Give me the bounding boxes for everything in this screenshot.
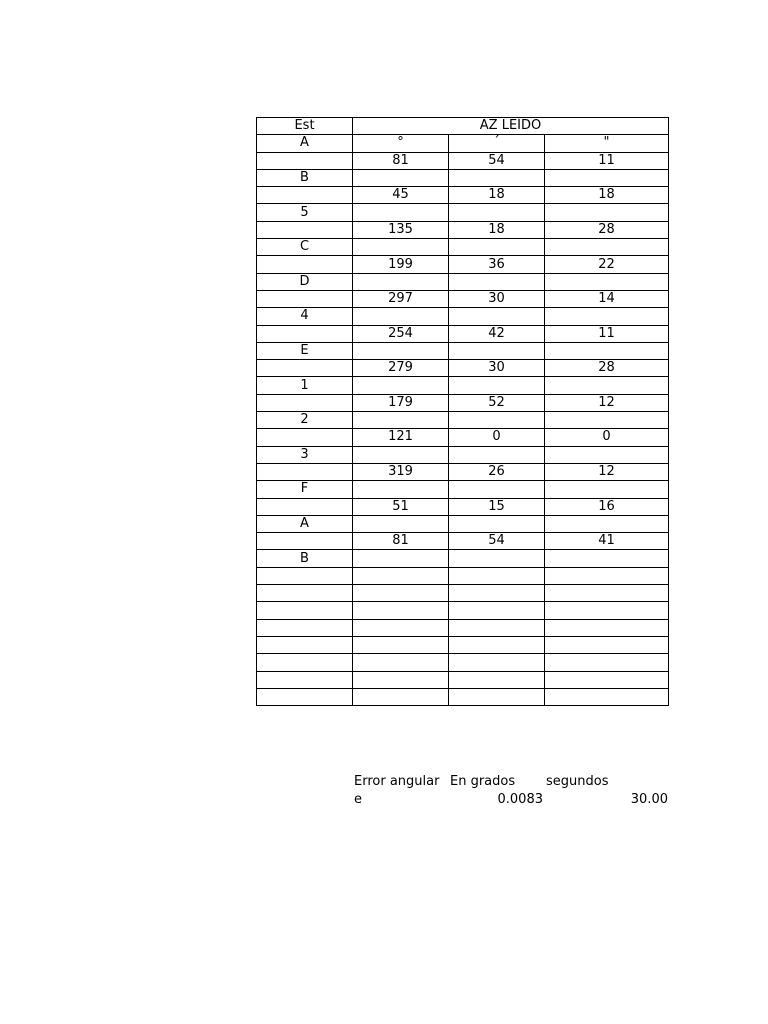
table-cell-est: 3 (257, 446, 353, 463)
table-cell-degrees: 199 (353, 256, 449, 273)
table-cell-est (257, 429, 353, 446)
unit-seconds: " (545, 135, 669, 152)
table-cell-degrees (353, 688, 449, 705)
table-cell-seconds (545, 636, 669, 653)
table-cell-seconds: 18 (545, 187, 669, 204)
table-cell-degrees: 254 (353, 325, 449, 342)
table-cell-seconds: 12 (545, 463, 669, 480)
table-cell-est: B (257, 169, 353, 186)
table-cell-est (257, 256, 353, 273)
table-row (257, 654, 669, 671)
table-cell-seconds: 22 (545, 256, 669, 273)
table-cell-seconds (545, 342, 669, 359)
table-cell-seconds: 14 (545, 290, 669, 307)
table-cell-degrees: 179 (353, 394, 449, 411)
table-cell-minutes: 15 (449, 498, 545, 515)
table-cell-est (257, 567, 353, 584)
table-cell-seconds: 16 (545, 498, 669, 515)
table-row (257, 429, 669, 446)
table-cell-est (257, 654, 353, 671)
table-cell-minutes (449, 585, 545, 602)
table-cell-seconds: 28 (545, 360, 669, 377)
table-cell-degrees (353, 273, 449, 290)
table-row (257, 567, 669, 584)
table-cell-seconds (545, 412, 669, 429)
en-grados-value: 0.0083 (497, 792, 543, 807)
table-cell-est: 1 (257, 377, 353, 394)
table-cell-minutes (449, 342, 545, 359)
unit-minutes: ´ (449, 135, 545, 152)
table-cell-seconds (545, 567, 669, 584)
table-cell-est: A (257, 515, 353, 532)
table-cell-minutes (449, 308, 545, 325)
table-cell-est: 5 (257, 204, 353, 221)
table-cell-degrees (353, 308, 449, 325)
table-cell-degrees (353, 585, 449, 602)
table-cell-seconds (545, 515, 669, 532)
table-row (257, 239, 669, 256)
table-cell-est: 4 (257, 308, 353, 325)
table-cell-minutes: 36 (449, 256, 545, 273)
summary-label-row (352, 774, 670, 792)
table-cell-est (257, 671, 353, 688)
table-row (257, 636, 669, 653)
table-row (257, 187, 669, 204)
table-row (257, 463, 669, 480)
table-cell-seconds (545, 308, 669, 325)
error-angular-label: Error angular (354, 774, 440, 789)
table-cell-minutes (449, 169, 545, 186)
table-cell-est (257, 325, 353, 342)
table-cell-degrees (353, 239, 449, 256)
table-cell-degrees (353, 619, 449, 636)
table-cell-seconds (545, 239, 669, 256)
table-cell-degrees: 81 (353, 152, 449, 169)
table-cell-minutes: 52 (449, 394, 545, 411)
angular-error-summary (352, 774, 670, 810)
table-cell-est (257, 602, 353, 619)
table-cell-minutes (449, 636, 545, 653)
table-cell-est (257, 290, 353, 307)
table-cell-seconds (545, 671, 669, 688)
table-row (257, 152, 669, 169)
table-cell-minutes (449, 567, 545, 584)
table-cell-seconds (545, 204, 669, 221)
table-cell-degrees (353, 342, 449, 359)
table-row (257, 221, 669, 238)
table-cell-seconds (545, 585, 669, 602)
header-est: Est (257, 118, 353, 135)
table-cell-degrees (353, 515, 449, 532)
table-row (257, 446, 669, 463)
table-row (257, 394, 669, 411)
table-cell-degrees: 319 (353, 463, 449, 480)
table-row (257, 412, 669, 429)
table-cell-est (257, 498, 353, 515)
table-cell-minutes (449, 688, 545, 705)
en-grados-label: En grados (450, 774, 516, 789)
table-cell-minutes (449, 619, 545, 636)
table-cell-est: B (257, 550, 353, 567)
table-cell-minutes (449, 515, 545, 532)
table-cell-est (257, 585, 353, 602)
table-cell-degrees: 45 (353, 187, 449, 204)
table-cell-est: C (257, 239, 353, 256)
table-cell-seconds: 11 (545, 325, 669, 342)
table-cell-minutes: 18 (449, 221, 545, 238)
table-row (257, 290, 669, 307)
table-cell-degrees (353, 481, 449, 498)
table-row (257, 602, 669, 619)
table-cell-est (257, 394, 353, 411)
azimuth-table (256, 117, 669, 706)
table-cell-degrees (353, 550, 449, 567)
table-cell-seconds (545, 654, 669, 671)
table-cell-seconds (545, 169, 669, 186)
table-cell-est: F (257, 481, 353, 498)
table-cell-seconds: 12 (545, 394, 669, 411)
table-cell-seconds (545, 446, 669, 463)
e-label: e (354, 792, 362, 807)
table-cell-seconds (545, 550, 669, 567)
header-az-leido: AZ LEÍDO (353, 118, 669, 135)
azimuth-table-body (257, 118, 669, 706)
table-cell-est (257, 463, 353, 480)
table-row (257, 308, 669, 325)
table-cell-degrees: 297 (353, 290, 449, 307)
table-cell-degrees (353, 412, 449, 429)
table-row (257, 688, 669, 705)
table-cell-seconds: 41 (545, 533, 669, 550)
table-row (257, 377, 669, 394)
table-cell-minutes (449, 481, 545, 498)
table-cell-est (257, 688, 353, 705)
table-cell-degrees (353, 204, 449, 221)
table-cell-est (257, 152, 353, 169)
table-row (257, 204, 669, 221)
table-cell-est: 2 (257, 412, 353, 429)
table-row (257, 671, 669, 688)
table-cell-minutes: 0 (449, 429, 545, 446)
table-cell-est: E (257, 342, 353, 359)
table-cell-degrees (353, 636, 449, 653)
table-cell-degrees (353, 377, 449, 394)
table-cell-degrees (353, 169, 449, 186)
table-cell-minutes: 42 (449, 325, 545, 342)
table-cell-minutes: 30 (449, 290, 545, 307)
table-row (257, 273, 669, 290)
table-row (257, 481, 669, 498)
table-cell-seconds: 11 (545, 152, 669, 169)
table-units-row (257, 135, 669, 152)
table-cell-est (257, 187, 353, 204)
table-cell-minutes (449, 239, 545, 256)
table-cell-degrees (353, 602, 449, 619)
table-cell-minutes (449, 412, 545, 429)
table-cell-degrees (353, 671, 449, 688)
table-cell-minutes: 18 (449, 187, 545, 204)
table-cell-seconds (545, 377, 669, 394)
table-row (257, 515, 669, 532)
table-cell-degrees: 135 (353, 221, 449, 238)
table-cell-degrees: 121 (353, 429, 449, 446)
table-row (257, 498, 669, 515)
table-row (257, 619, 669, 636)
table-cell-minutes: 30 (449, 360, 545, 377)
table-cell-minutes (449, 204, 545, 221)
table-row (257, 533, 669, 550)
table-row (257, 342, 669, 359)
table-header-row (257, 118, 669, 135)
table-cell-seconds: 28 (545, 221, 669, 238)
table-cell-seconds (545, 273, 669, 290)
table-cell-degrees (353, 567, 449, 584)
table-cell-minutes (449, 671, 545, 688)
table-cell-est (257, 533, 353, 550)
table-cell-est (257, 619, 353, 636)
table-cell-est (257, 221, 353, 238)
table-cell-minutes (449, 377, 545, 394)
table-cell-seconds (545, 602, 669, 619)
table-cell-minutes (449, 654, 545, 671)
table-cell-seconds (545, 688, 669, 705)
table-cell-minutes (449, 550, 545, 567)
table-cell-seconds (545, 619, 669, 636)
table-cell-degrees (353, 654, 449, 671)
table-cell-est (257, 636, 353, 653)
table-row (257, 550, 669, 567)
table-cell-seconds (545, 481, 669, 498)
table-row (257, 256, 669, 273)
table-cell-degrees: 51 (353, 498, 449, 515)
table-cell-est: D (257, 273, 353, 290)
table-cell-est (257, 360, 353, 377)
table-cell-minutes (449, 273, 545, 290)
summary-value-row (352, 792, 670, 810)
table-cell-minutes: 26 (449, 463, 545, 480)
table-row (257, 585, 669, 602)
table-cell-minutes: 54 (449, 533, 545, 550)
table-cell-minutes (449, 602, 545, 619)
table-cell-minutes (449, 446, 545, 463)
segundos-label: segundos (546, 774, 609, 789)
table-cell-est: A (257, 135, 353, 152)
table-row (257, 325, 669, 342)
unit-degrees: ° (353, 135, 449, 152)
table-cell-seconds: 0 (545, 429, 669, 446)
table-cell-degrees: 81 (353, 533, 449, 550)
table-row (257, 169, 669, 186)
table-row (257, 360, 669, 377)
table-cell-degrees: 279 (353, 360, 449, 377)
table-cell-minutes: 54 (449, 152, 545, 169)
table-cell-degrees (353, 446, 449, 463)
segundos-value: 30.00 (630, 792, 668, 807)
